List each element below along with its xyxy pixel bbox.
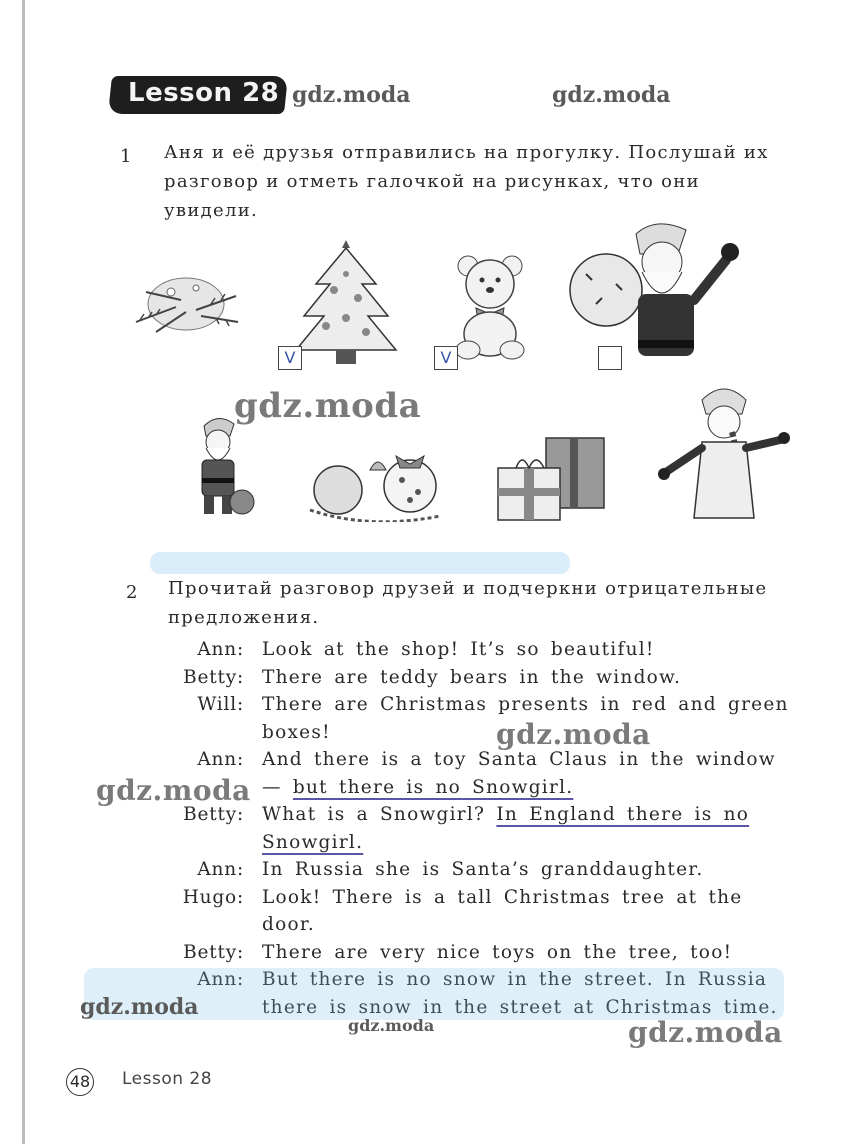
speaker-name: Ann: [197,969,244,990]
footer-lesson-label: Lesson 28 [122,1069,213,1089]
watermark: gdz.moda [80,994,199,1020]
picture-checkbox-tree[interactable]: V [278,346,302,370]
dialogue-text: But there is no snow in the street. In Russia there is snow in the street at Christmas time. [262,969,778,1018]
watermark: gdz.moda [496,718,651,751]
picture-checkbox-teddy-bear[interactable]: V [434,346,458,370]
dialogue-text: Look! There is a tall Christmas tree at the door. [262,886,743,935]
lesson-title: Lesson 28 [128,78,280,108]
christmas-ornaments-icon [300,440,450,528]
speaker-name: Ann: [197,859,244,880]
dialogue-line [130,856,790,884]
watermark: gdz.moda [292,82,411,108]
exercise-2-instruction: Прочитай разговор друзей и подчеркни отрицательные предложения. [168,578,768,628]
dialogue-text: Look at the shop! It’s so beautiful! [262,639,655,660]
underlined-negative-sentence: In England there is no Snowgirl. [262,804,750,853]
dialogue-line [130,884,790,939]
scan-smudge [150,552,570,574]
dialogue-text: There are teddy bears in the window. [262,666,682,688]
watermark: gdz.moda [552,82,671,108]
dialogue-text: There are very nice toys on the tree, too! [262,941,733,963]
snowgirl-icon [654,380,794,520]
speaker-name: Betty: [183,941,244,963]
gift-boxes-icon [492,430,612,526]
dialogue-line [130,664,790,692]
dialogue-text: In Russia she is Santa’s granddaughter. [262,859,704,880]
christmas-tree-icon [286,234,406,370]
watermark: gdz.moda [96,774,251,807]
dialogue-text: And there is a toy Santa Claus in the window — but there is no Snowgirl. [262,749,776,798]
page-number: 48 [66,1068,94,1096]
speaker-name: Ann: [197,639,244,660]
snowy-branches-icon [126,252,246,348]
speaker-name: Ann: [197,749,244,770]
teddy-bear-icon [446,250,536,362]
dialogue [130,636,790,1021]
exercise-2-number: 2 [126,582,138,603]
speaker-name: Betty: [183,666,244,688]
dialogue-line [130,691,790,746]
small-santa-icon [178,412,258,522]
exercise-1-instruction: Аня и её друзья отправились на прогулку. Послушай их разговор и отметь галочкой на рисунках, что они увидели. [164,142,769,221]
santa-with-sack-icon [566,214,746,366]
dialogue-text: What is a Snowgirl? In England there is no Snowgirl. [262,804,750,853]
watermark: gdz.moda [348,1016,435,1035]
picture-checkbox-santa[interactable] [598,346,622,370]
underlined-negative-sentence: but there is no Snowgirl. [292,776,574,798]
dialogue-line [130,801,790,856]
dialogue-line [130,939,790,967]
speaker-name: Will: [197,694,244,715]
speaker-name: Betty: [183,804,244,825]
watermark: gdz.moda [234,386,422,426]
speaker-name: Hugo: [182,886,244,908]
dialogue-text: There are Christmas presents in red and green boxes! [262,694,789,743]
watermark: gdz.moda [628,1016,783,1049]
page-binding-line [22,0,25,1144]
exercise-1-number: 1 [120,146,132,167]
dialogue-line [130,636,790,664]
